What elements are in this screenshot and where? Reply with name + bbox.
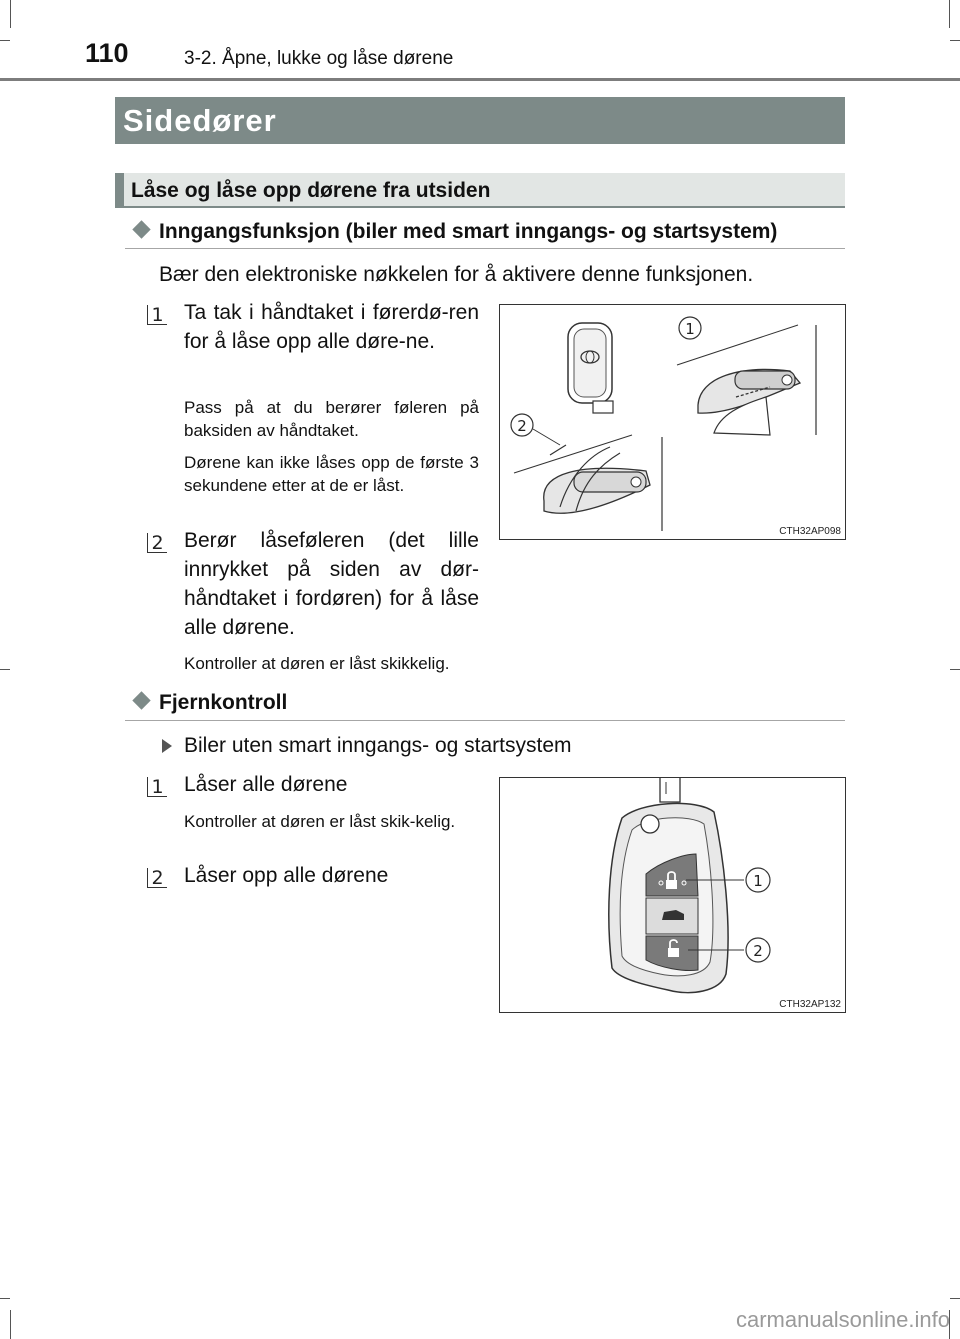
chapter-title: 3-2. Åpne, lukke og låse dørene [184, 48, 454, 69]
crop-mark [0, 669, 10, 670]
section-title: Sidedører [115, 97, 845, 144]
figure-1-callout-1: 1 [685, 320, 695, 338]
diamond-bullet-icon [132, 691, 150, 709]
step-number-1: 1 [147, 305, 167, 325]
diamond-bullet-icon [132, 220, 150, 238]
heading-rule [125, 248, 845, 249]
page-number: 110 [85, 38, 129, 68]
check-note: Kontroller at døren er låst skikkelig. [184, 654, 450, 673]
figure-1-callout-2: 2 [517, 417, 527, 435]
remote-subheading: Biler uten smart inngangs- og startsystem [184, 734, 572, 757]
crop-mark [10, 1310, 11, 1339]
crop-mark [950, 669, 960, 670]
step-1-note-1: Pass på at du berører føleren på baksiden av håndtaket. [184, 398, 479, 440]
crop-mark [949, 0, 950, 28]
watermark: carmanualsonline.info [735, 1307, 950, 1332]
remote-step-1-note: Kontroller at døren er låst skik-kelig. [184, 812, 456, 831]
step-1-text: Ta tak i håndtaket i førerdø-ren for å låse opp alle døre-ne. [184, 301, 479, 353]
step-1-note-2: Dørene kan ikke låses opp de første 3 sekundene etter at de er låst. [184, 453, 479, 495]
remote-step-1-text: Låser alle dørene [184, 773, 348, 796]
subsection-accent [115, 173, 124, 208]
arrow-bullet-icon [162, 739, 172, 753]
crop-mark [0, 1298, 10, 1299]
crop-mark [0, 40, 10, 41]
step-number-2: 2 [147, 533, 167, 553]
entry-heading: Inngangsfunksjon (biler med smart inngangs- og startsystem) [159, 220, 778, 243]
door-handle-illustration [500, 305, 844, 538]
figure-2-callout-2: 2 [753, 942, 763, 960]
entry-intro: Bær den elektroniske nøkkelen for å aktivere denne funksjonen. [159, 263, 754, 286]
crop-mark [950, 40, 960, 41]
step-2-text: Berør låseføleren (det lille innrykket på siden av dør-håndtaket i fordøren) for å låse alle dørene. [184, 529, 479, 639]
remote-heading: Fjernkontroll [159, 691, 288, 714]
remote-step-2-text: Låser opp alle dørene [184, 864, 389, 887]
figure-2-code: CTH32AP132 [779, 999, 841, 1010]
subsection-title: Låse og låse opp dørene fra utsiden [131, 179, 491, 202]
door-handle-figure [499, 304, 846, 540]
remote-key-illustration [500, 778, 844, 1011]
step-number-1: 1 [147, 777, 167, 797]
figure-1-code: CTH32AP098 [779, 526, 841, 537]
crop-mark [10, 0, 11, 28]
crop-mark [950, 1298, 960, 1299]
heading-rule [125, 720, 845, 721]
step-number-2: 2 [147, 868, 167, 888]
remote-key-figure [499, 777, 846, 1013]
header-divider [0, 78, 960, 81]
figure-2-callout-1: 1 [753, 872, 763, 890]
